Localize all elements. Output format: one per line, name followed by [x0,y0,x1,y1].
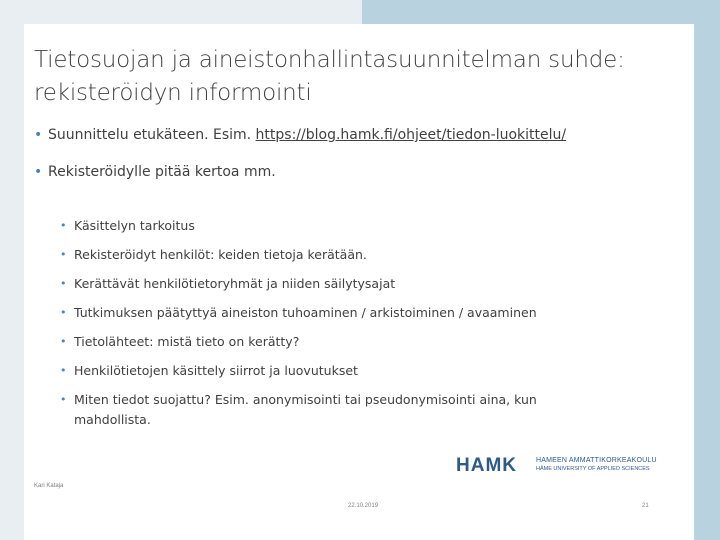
hamk-logo [456,456,656,476]
bullet-item [34,162,654,182]
sub-bullet-item [60,216,620,236]
bullet-item [34,125,654,145]
blog-link[interactable]: https://blog.hamk.fi/ohjeet/tiedon-luokittelu/ [255,127,567,143]
bullet-icon: • [60,306,67,319]
sub-bullet-text: Kerättävät henkilötietoryhmät ja niiden säilytysajat [74,276,396,291]
sub-bullet-item [60,332,620,352]
sub-bullet-text: Tutkimuksen päätyttyä aineiston tuhoaminen / arkistoiminen / avaaminen [74,305,537,320]
slide-title: Tietosuojan ja aineistonhallintasuunnitelman suhde: rekisteröidyn informointi [34,47,625,106]
logo-wordmark: HAMK [456,455,517,476]
bullet-icon: • [60,277,67,290]
sub-bullet-item [60,390,594,430]
sub-bullet-text: Miten tiedot suojattu? Esim. anonymisointi tai pseudonymisointi aina, kun mahdollista. [74,392,537,427]
bullet-list [34,125,654,199]
bullet-text: Suunnittelu etukäteen. Esim. [48,127,256,143]
bullet-icon: • [60,364,67,377]
bullet-icon: • [60,248,67,261]
footer-date: 22.10.2019 [348,503,379,509]
bullet-icon: • [60,393,67,406]
sub-bullet-text: Käsittelyn tarkoitus [74,218,195,233]
sub-bullet-list [60,216,620,439]
sub-bullet-item [60,274,620,294]
bullet-text: Rekisteröidylle pitää kertoa mm. [48,164,276,180]
footer-page-number: 21 [642,503,649,509]
bullet-icon: • [34,164,43,180]
sub-bullet-item [60,303,620,323]
logo-line-2: HÄME UNIVERSITY OF APPLIED SCIENCES [536,466,650,472]
logo-line-1: HAMEEN AMMATTIKORKEAKOULU [536,457,657,464]
sub-bullet-text: Henkilötietojen käsittely siirrot ja luovutukset [74,363,358,378]
bullet-icon: • [60,219,67,232]
sub-bullet-text: Tietolähteet: mistä tieto on kerätty? [74,334,300,349]
sub-bullet-text: Rekisteröidyt henkilöt: keiden tietoja kerätään. [74,247,367,262]
bullet-icon: • [60,335,67,348]
bullet-icon: • [34,127,43,143]
sub-bullet-item [60,361,620,381]
footer-author: Kari Kataja [34,483,64,489]
sub-bullet-item [60,245,620,265]
